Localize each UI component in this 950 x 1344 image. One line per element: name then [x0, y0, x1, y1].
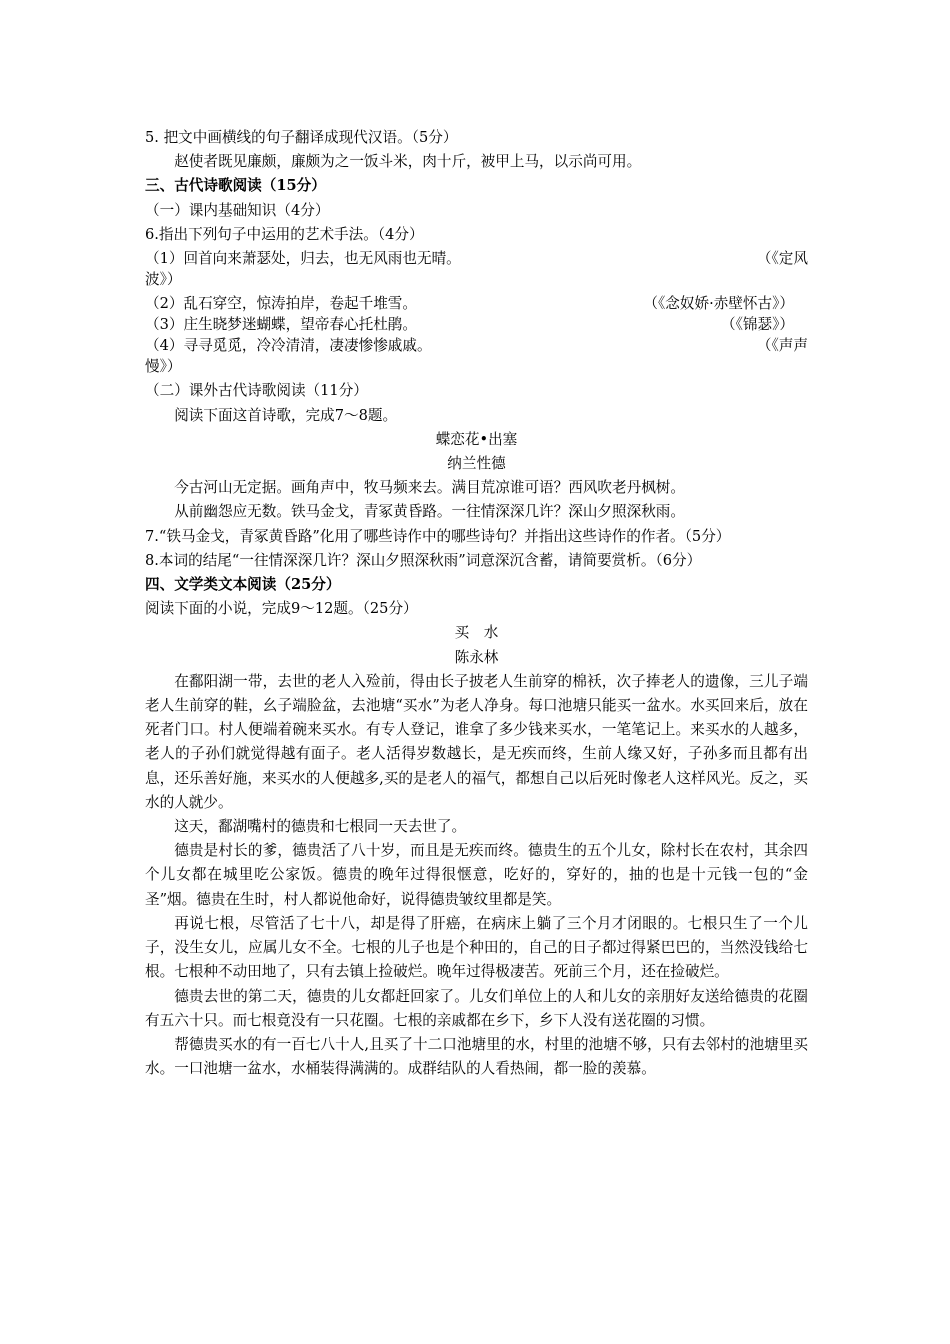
- question-8: 8.本词的结尾“一往情深深几许？深山夕照深秋雨”词意深沉含蓄，请简要赏析。（6分）: [145, 551, 702, 569]
- q6-item-source: （《定风: [756, 250, 808, 268]
- q6-item-3: [145, 313, 808, 334]
- poem-author: 纳兰性德: [447, 455, 506, 473]
- poem-instruction: 阅读下面这首诗歌，完成7～8题。: [174, 406, 398, 424]
- story-paragraph: 德贵是村长的爹，德贵活了八十岁，而且是无疾而终。德贵生的五个儿女，除村长在农村，其余四个儿女都在城里吃公家饭。德贵的晚年过得很惬意，吃好的，穿好的，抽的也是十元钱一包的“金圣”烟。德贵在生时，村人都说他命好，说得德贵皱纹里都是笑。: [145, 842, 808, 908]
- q6-item-source: （《念奴娇·赤壁怀古》）: [643, 295, 794, 313]
- story-title: 买 水: [454, 624, 499, 642]
- q6-item-source-cont: 慢》）: [145, 358, 182, 376]
- question-5-title: 5. 把文中画横线的句子翻译成现代汉语。（5分）: [145, 129, 458, 146]
- q6-item-text: （3）庄生晓梦迷蝴蝶，望帝春心托杜鹃。: [145, 316, 417, 334]
- q6-item-text: （4）寻寻觅觅，冷冷清清，凄凄惨惨戚戚。: [145, 337, 432, 355]
- story-paragraph: 德贵去世的第二天，德贵的儿女都赶回家了。儿女们单位上的人和儿女的亲朋好友送给德贵的花圈有五六十只。而七根竟没有一只花圈。七根的亲戚都在乡下，乡下人没有送花圈的习惯。: [145, 987, 808, 1029]
- question-7: 7.“铁马金戈，青冢黄昏路”化用了哪些诗作中的哪些诗句？并指出这些诗作的作者。（5分）: [145, 527, 731, 545]
- question-5-sentence: 赵使者既见廉颇，廉颇为之一饭斗米，肉十斤，被甲上马，以示尚可用。: [174, 153, 642, 171]
- question-6-title: 6.指出下列句子中运用的艺术手法。（4分）: [145, 225, 424, 243]
- story-paragraph: 帮德贵买水的有一百七八十人,且买了十二口池塘里的水，村里的池塘不够，只有去邻村的池塘里买水。一口池塘一盆水，水桶装得满满的。成群结队的人看热闹，都一脸的羡慕。: [145, 1035, 808, 1078]
- story-paragraph: 在鄱阳湖一带，去世的老人入殓前，得由长子披老人生前穿的棉袄，次子捧老人的遗像，三儿子端老人生前穿的鞋，幺子端脸盆，去池塘“买水”为老人净身。每口池塘只能买一盆水。水买回来后，放在死者门口。村人便端着碗来买水。有专人登记，谁拿了多少钱来买水，一笔笔记上。来买水的人越多，老人的子孙们就觉得越有面子。老人活得岁数越长，是无疾而终，生前人缘又好，子孙多而且都有出息，还乐善好施，来买水的人便越多,买的是老人的福气，都想自己以后死时像老人这样风光。反之，买水的人就少。: [145, 672, 808, 811]
- poem-title: 蝶恋花•出塞: [435, 430, 518, 448]
- story-author: 陈永林: [454, 648, 499, 666]
- q6-item-2: [145, 292, 808, 313]
- q6-item-source: （《声声: [756, 337, 808, 355]
- section-3-heading: 三、古代诗歌阅读（15分）: [145, 177, 326, 195]
- q6-item-source: （《锦瑟》）: [721, 316, 794, 334]
- story-paragraph: 再说七根，尽管活了七十八，却是得了肝癌，在病床上躺了三个月才闭眼的。七根只生了一个儿子，没生女儿，应属儿女不全。七根的儿子也是个种田的，自己的日子都过得紧巴巴的，当然没钱给七根。七根种不动田地了，只有去镇上捡破烂。晚年过得极凄苦。死前三个月，还在捡破烂。: [145, 914, 808, 981]
- document-content: [145, 126, 808, 1081]
- q6-item-text: （1）回首向来萧瑟处，归去，也无风雨也无晴。: [145, 250, 461, 268]
- section-4-heading: 四、文学类文本阅读（25分）: [145, 576, 341, 594]
- section-3-part-2: （二）课外古代诗歌阅读（11分）: [145, 382, 368, 400]
- poem-line: 从前幽怨应无数。铁马金戈，青冢黄昏路。一往情深深几许？深山夕照深秋雨。: [174, 503, 685, 521]
- q6-item-text: （2）乱石穿空，惊涛拍岸，卷起千堆雪。: [145, 295, 417, 313]
- q6-item-4: [145, 334, 808, 355]
- poem-line: 今古河山无定据。画角声中，牧马频来去。满目荒凉谁可语？西风吹老丹枫树。: [174, 479, 685, 497]
- section-3-part-1: （一）课内基础知识（4分）: [145, 201, 330, 219]
- q6-item-1: [145, 247, 808, 268]
- story-paragraph: 这天，鄱湖嘴村的德贵和七根同一天去世了。: [174, 818, 467, 836]
- q6-item-source-cont: 波》）: [145, 271, 182, 289]
- story-instruction: 阅读下面的小说，完成9～12题。（25分）: [145, 600, 418, 618]
